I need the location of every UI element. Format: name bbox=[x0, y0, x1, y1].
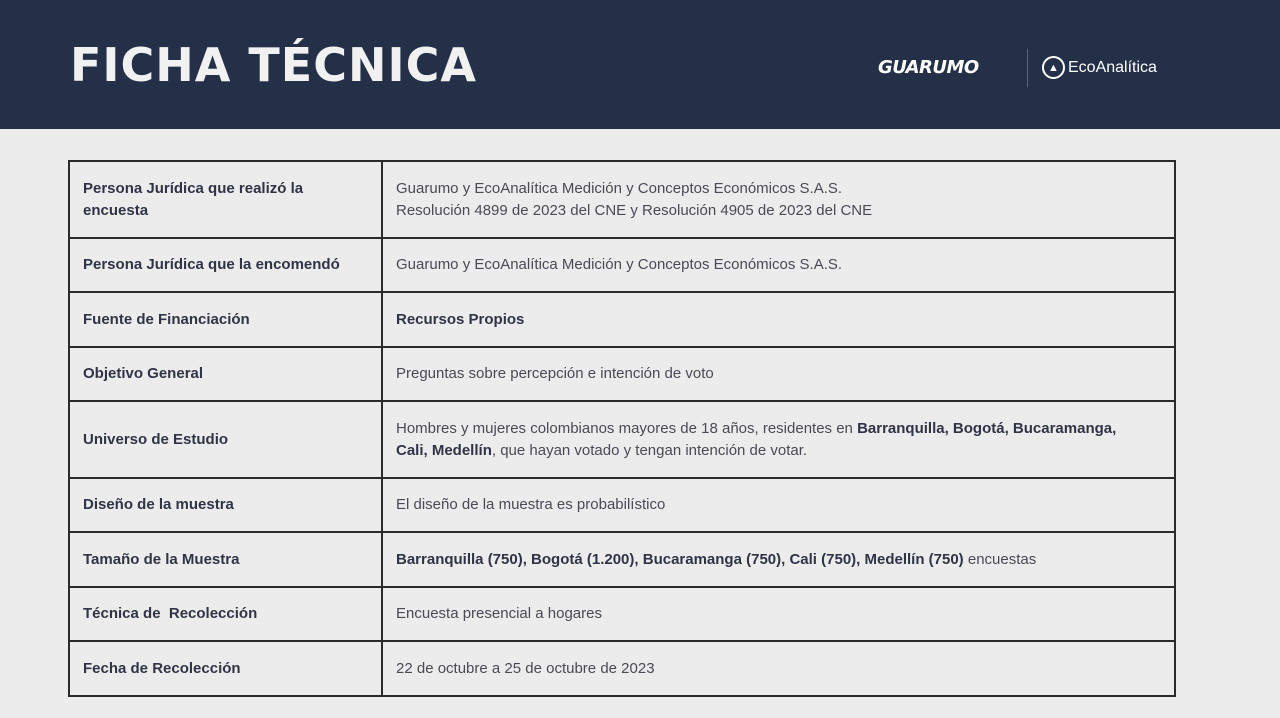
table-row bbox=[69, 641, 1175, 696]
table-row bbox=[69, 587, 1175, 641]
ecoanalitica-logo bbox=[1042, 56, 1157, 79]
row-label: Persona Jurídica que la encomendó bbox=[69, 238, 382, 292]
table-row bbox=[69, 238, 1175, 292]
row-value bbox=[382, 401, 1175, 478]
row-label: Técnica de Recolección bbox=[69, 587, 382, 641]
ecoanalitica-name: EcoAnalítica bbox=[1068, 58, 1157, 76]
row-value: El diseño de la muestra es probabilístico bbox=[382, 478, 1175, 532]
table-row bbox=[69, 347, 1175, 401]
row-label: Persona Jurídica que realizó la encuesta bbox=[69, 161, 382, 238]
row-value: 22 de octubre a 25 de octubre de 2023 bbox=[382, 641, 1175, 696]
page-title: FICHA TÉCNICA bbox=[70, 38, 477, 92]
header bbox=[0, 0, 1280, 129]
value-bold: Barranquilla (750), Bogotá (1.200), Bucaramanga (750), Cali (750), Medellín (750) bbox=[396, 550, 964, 568]
table-row bbox=[69, 292, 1175, 347]
row-label: Tamaño de la Muestra bbox=[69, 532, 382, 587]
row-value: Recursos Propios bbox=[382, 292, 1175, 347]
guarumo-logo: GUARUMO bbox=[878, 57, 979, 78]
table-row bbox=[69, 532, 1175, 587]
row-value bbox=[382, 532, 1175, 587]
table-row bbox=[69, 401, 1175, 478]
technical-sheet-table bbox=[68, 160, 1176, 697]
value-line: Guarumo y EcoAnalítica Medición y Conceptos Económicos S.A.S. bbox=[396, 179, 843, 197]
value-bold: Barranquilla, Bogotá, Bucaramanga, Cali, Medellín bbox=[396, 419, 1117, 459]
value-text: encuestas bbox=[963, 550, 1037, 568]
row-label: Universo de Estudio bbox=[69, 401, 382, 478]
table-row bbox=[69, 478, 1175, 532]
row-label: Fuente de Financiación bbox=[69, 292, 382, 347]
logo-divider bbox=[1027, 49, 1028, 87]
row-value: Encuesta presencial a hogares bbox=[382, 587, 1175, 641]
table-row bbox=[69, 161, 1175, 238]
row-value: Guarumo y EcoAnalítica Medición y Conceptos Económicos S.A.S. bbox=[382, 238, 1175, 292]
value-text: , que hayan votado y tengan intención de votar. bbox=[491, 441, 808, 459]
ecoanalitica-icon: ▲ bbox=[1042, 56, 1065, 79]
row-label: Objetivo General bbox=[69, 347, 382, 401]
row-label: Fecha de Recolección bbox=[69, 641, 382, 696]
row-label: Diseño de la muestra bbox=[69, 478, 382, 532]
row-value bbox=[382, 161, 1175, 238]
value-line: Resolución 4899 de 2023 del CNE y Resolución 4905 de 2023 del CNE bbox=[396, 201, 873, 219]
value-text: Hombres y mujeres colombianos mayores de 18 años, residentes en bbox=[396, 419, 858, 437]
row-value: Preguntas sobre percepción e intención de voto bbox=[382, 347, 1175, 401]
